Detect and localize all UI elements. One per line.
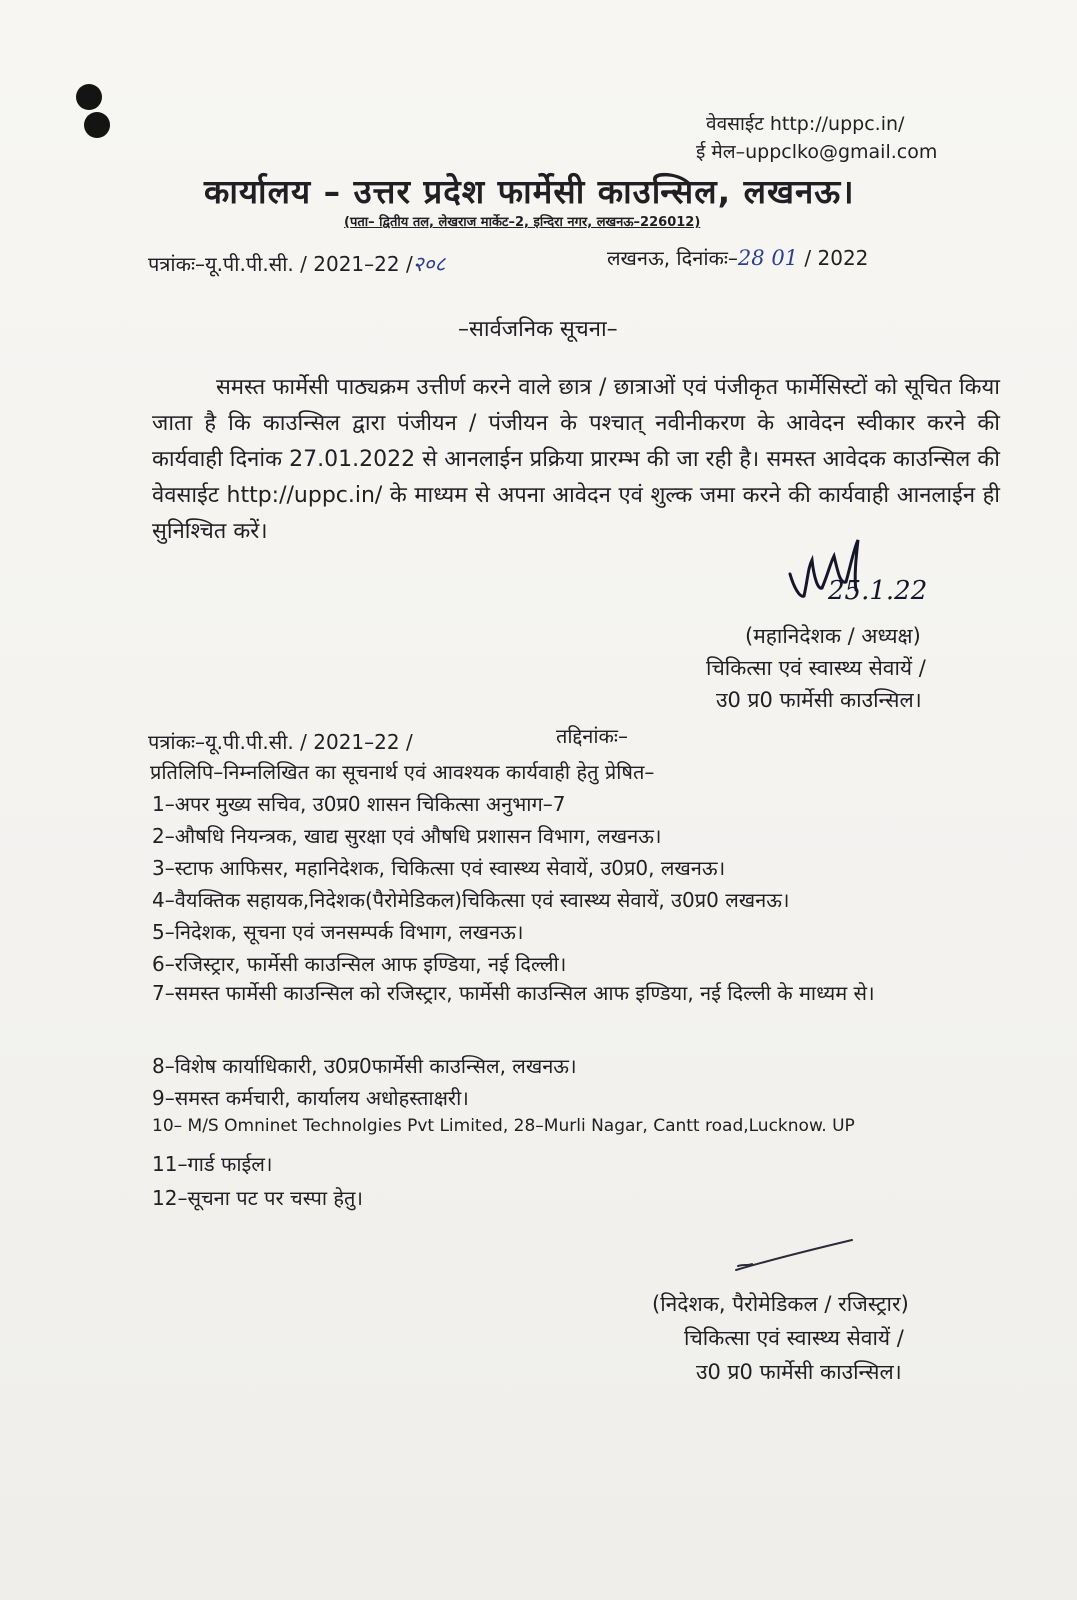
copy-letter-number: पत्रांकः–यू.पी.पी.सी. / 2021–22 /: [148, 730, 413, 754]
list-item: 1–अपर मुख्य सचिव, उ0प्र0 शासन चिकित्सा अनुभाग–7: [152, 792, 566, 816]
list-item: 7–समस्त फार्मेसी काउन्सिल को रजिस्ट्रार, फार्मेसी काउन्सिल आफ इण्डिया, नई दिल्ली के माध्यम से।: [152, 981, 875, 1005]
office-address: (पता– द्वितीय तल, लेखराज मार्केट–2, इन्दिरा नगर, लखनऊ–226012): [344, 215, 701, 230]
notice-body: [152, 370, 1000, 550]
list-item: 12–सूचना पट पर चस्पा हेतु।: [152, 1186, 363, 1210]
signature-1-date: 25.1.22: [828, 576, 928, 606]
notice-paragraph: समस्त फार्मेसी पाठ्यक्रम उत्तीर्ण करने वाले छात्र / छात्राओं एवं पंजीकृत फार्मेसिस्टों को सूचित किया जाता है कि काउन्सिल द्वारा पंजीयन / पंजीयन के पश्चात् नवीनीकरण के आवेदन स्वीकार करने की कार्यवाही दिनांक 27.01.2022 से आनलाईन प्रक्रिया प्रारम्भ की जा रही है। समस्त आवेदक काउन्सिल की वेवसाईट http://uppc.in/ के माध्यम से अपना आवेदन एवं शुल्क जमा करने की कार्यवाही आनलाईन ही सुनिश्चित करें।: [152, 375, 1000, 544]
email-line: ई मेल–uppclko@gmail.com: [696, 141, 938, 163]
signature-1-council: उ0 प्र0 फार्मेसी काउन्सिल।: [716, 688, 922, 712]
signature-1-department: चिकित्सा एवं स्वास्थ्य सेवायें /: [706, 656, 926, 680]
list-item: 10– M/S Omninet Technolgies Pvt Limited, 28–Murli Nagar, Cantt road,Lucknow. UP: [152, 1116, 855, 1136]
list-item: 11–गार्ड फाईल।: [152, 1152, 273, 1176]
list-item: 8–विशेष कार्याधिकारी, उ0प्र0फार्मेसी काउन्सिल, लखनऊ।: [152, 1054, 577, 1078]
punch-hole-bottom: [84, 112, 110, 138]
letter-number-handwritten: २०८: [412, 252, 446, 276]
letter-date: [607, 244, 868, 271]
notice-title: –सार्वजनिक सूचना–: [458, 317, 618, 342]
date-prefix: लखनऊ, दिनांकः–: [607, 246, 738, 270]
letter-number: [148, 250, 445, 278]
list-item: 5–निदेशक, सूचना एवं जनसम्पर्क विभाग, लखनऊ।: [152, 920, 524, 944]
website-line: वेवसाईट http://uppc.in/: [706, 113, 905, 135]
signature-2-title: (निदेशक, पैरोमेडिकल / रजिस्ट्रार): [652, 1292, 909, 1316]
office-title: कार्यालय – उत्तर प्रदेश फार्मेसी काउन्सिल, लखनऊ।: [204, 172, 855, 211]
punch-hole-top: [76, 84, 102, 110]
letter-number-prefix: पत्रांकः–यू.पी.पी.सी. / 2021–22 /: [148, 252, 413, 276]
list-item: 9–समस्त कर्मचारी, कार्यालय अधोहस्ताक्षरी।: [152, 1086, 469, 1110]
signature-2-council: उ0 प्र0 फार्मेसी काउन्सिल।: [696, 1360, 902, 1384]
signature-2-department: चिकित्सा एवं स्वास्थ्य सेवायें /: [684, 1326, 904, 1350]
signature-1-title: (महानिदेशक / अध्यक्ष): [745, 624, 921, 648]
signature-mark-2: [730, 1236, 860, 1276]
list-item: 6–रजिस्ट्रार, फार्मेसी काउन्सिल आफ इण्डिया, नई दिल्ली।: [152, 952, 567, 976]
list-item: 4–वैयक्तिक सहायक,निदेशक(पैरोमेडिकल)चिकित्सा एवं स्वास्थ्य सेवायें, उ0प्र0 लखनऊ।: [152, 888, 790, 912]
list-item: 2–औषधि नियन्त्रक, खाद्य सुरक्षा एवं औषधि प्रशासन विभाग, लखनऊ।: [152, 824, 662, 848]
date-suffix: / 2022: [804, 246, 869, 270]
date-handwritten: 28 01: [737, 246, 799, 270]
copy-date-label: तद्दिनांकः–: [556, 724, 628, 748]
list-item: 3–स्टाफ आफिसर, महानिदेशक, चिकित्सा एवं स्वास्थ्य सेवायें, उ0प्र0, लखनऊ।: [152, 856, 726, 880]
copy-intro: प्रतिलिपि–निम्नलिखित का सूचनार्थ एवं आवश्यक कार्यवाही हेतु प्रेषित–: [150, 760, 655, 784]
